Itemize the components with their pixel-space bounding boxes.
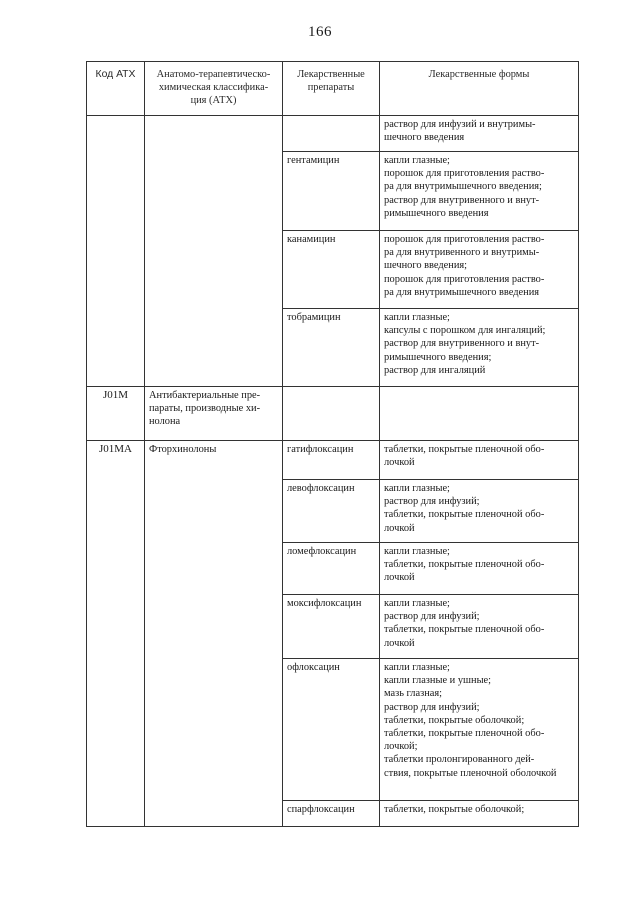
atc-drug-table xyxy=(86,61,579,827)
drug-cell: спарфлоксацин xyxy=(283,801,380,827)
table-header-row xyxy=(87,62,579,116)
classification-cell: Фторхинолоны xyxy=(145,441,283,827)
table-row xyxy=(87,116,579,152)
drug-cell: тобрамицин xyxy=(283,309,380,387)
dosage-forms-cell: капли глазные; раствор для инфузий; таблетки, покрытые пленочной обо- лочкой xyxy=(380,595,579,659)
header-atc-code: Код АТХ xyxy=(87,62,145,116)
dosage-forms-cell: порошок для приготовления раство- ра для внутривенного и внутримы- шечного введения; порошок для приготовления раство- ра для внутримышечного введения xyxy=(380,231,579,309)
drug-cell: моксифлоксацин xyxy=(283,595,380,659)
atc-code-cell xyxy=(87,116,145,387)
drug-cell: ломефлоксацин xyxy=(283,543,380,595)
dosage-forms-cell: раствор для инфузий и внутримы- шечного введения xyxy=(380,116,579,152)
dosage-forms-cell: капли глазные; капсулы с порошком для ингаляций; раствор для внутривенного и внут- римышечного введения; раствор для ингаляций xyxy=(380,309,579,387)
table-row xyxy=(87,441,579,480)
classification-cell xyxy=(145,116,283,387)
page-number: 166 xyxy=(308,24,332,40)
drug-cell: левофлоксацин xyxy=(283,480,380,543)
atc-code-cell: J01MA xyxy=(87,441,145,827)
drug-cell: офлоксацин xyxy=(283,659,380,801)
header-dosage-forms: Лекарственные формы xyxy=(380,62,579,116)
drug-cell xyxy=(283,116,380,152)
header-classification: Анатомо-терапевтическо- химическая классифика- ция (АТХ) xyxy=(145,62,283,116)
drug-cell xyxy=(283,387,380,441)
table-row xyxy=(87,387,579,441)
header-drugs: Лекарственные препараты xyxy=(283,62,380,116)
drug-cell: гатифлоксацин xyxy=(283,441,380,480)
dosage-forms-cell: капли глазные; таблетки, покрытые пленочной обо- лочкой xyxy=(380,543,579,595)
dosage-forms-cell: капли глазные; раствор для инфузий; таблетки, покрытые пленочной обо- лочкой xyxy=(380,480,579,543)
atc-code-cell: J01M xyxy=(87,387,145,441)
dosage-forms-cell: таблетки, покрытые оболочкой; xyxy=(380,801,579,827)
dosage-forms-cell: капли глазные; порошок для приготовления раство- ра для внутримышечного введения; раствор для внутривенного и внут- римышечного введения xyxy=(380,152,579,231)
classification-cell: Антибактериальные пре- параты, производные хи- нолона xyxy=(145,387,283,441)
drug-cell: гентамицин xyxy=(283,152,380,231)
dosage-forms-cell xyxy=(380,387,579,441)
drug-cell: канамицин xyxy=(283,231,380,309)
dosage-forms-cell: капли глазные; капли глазные и ушные; мазь глазная; раствор для инфузий; таблетки, покрытые оболочкой; таблетки, покрытые пленочной обо- лочкой; таблетки пролонгированного дей- ствия, покрытые пленочной оболочкой xyxy=(380,659,579,801)
dosage-forms-cell: таблетки, покрытые пленочной обо- лочкой xyxy=(380,441,579,480)
